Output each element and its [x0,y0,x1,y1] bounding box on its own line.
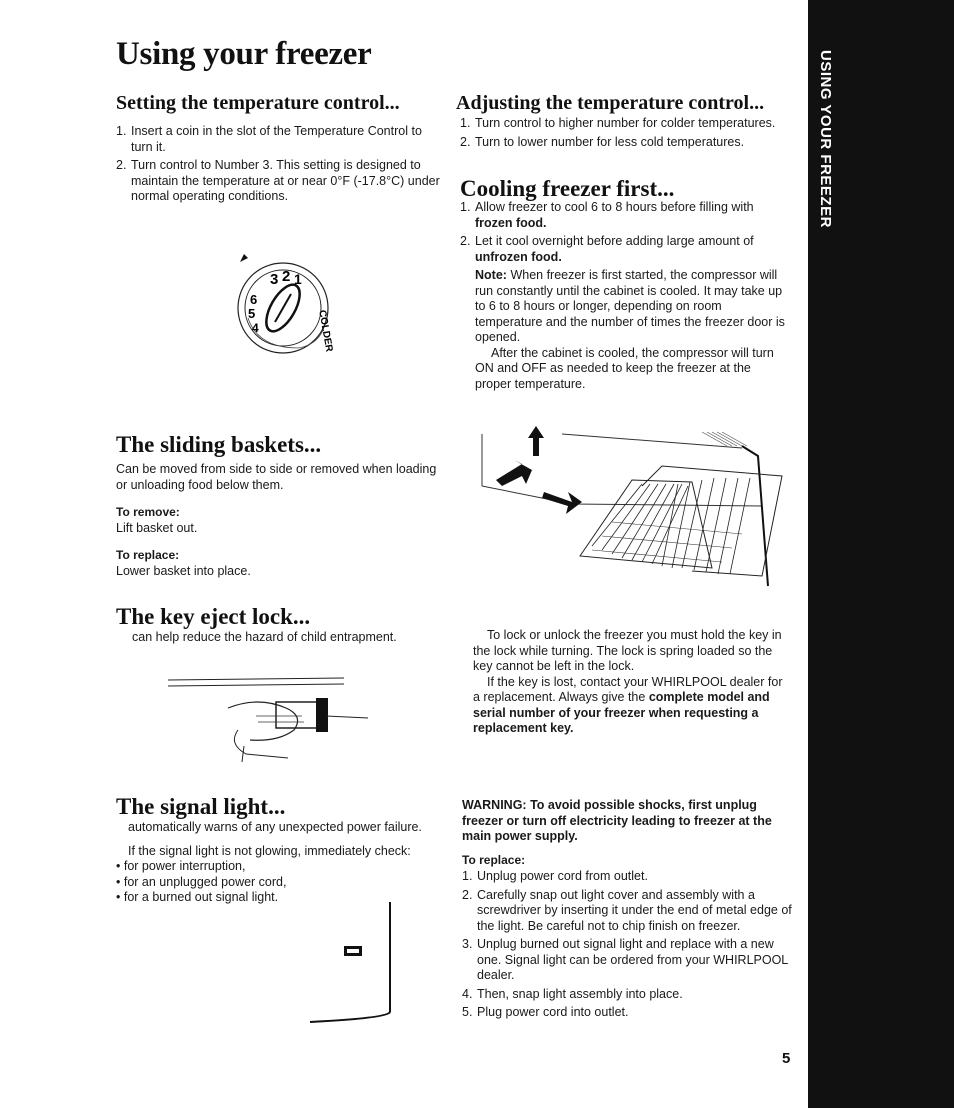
warning-text: WARNING: To avoid possible shocks, first unplug freezer or turn off electricity leading to freezer at the main power supply. [462,798,772,843]
list-item: 2. Let it cool overnight before adding large amount of unfrozen food. [460,234,754,264]
note-paragraph: Note: When freezer is first started, the compressor will run constantly until the cabinet is cooled. It may take up to 6 to 8 hours or longer, depending on room temperature and the number of times the freezer door is opened. [475,268,785,344]
page-title: Using your freezer [116,36,372,72]
list-item: 5. Plug power cord into outlet. [462,1005,629,1019]
baskets-heading: The sliding baskets... [116,432,322,457]
signal-light-illustration [300,902,400,1026]
list-item: 4. Then, snap light assembly into place. [462,986,683,1001]
list-item: 1. Allow freezer to cool 6 to 8 hours before filling with frozen food. [460,200,754,230]
cooling-section [460,200,790,392]
dial-colder-label: COLDER [316,309,335,353]
keylock-paragraph: To lock or unlock the freezer you must hold the key in the lock while turning. The lock is spring loaded so the key cannot be left in the lock. [473,628,782,673]
list-item: 1. Turn control to higher number for colder temperatures. [460,116,776,130]
signal-heading: The signal light... [116,794,286,819]
dial-digit: 5 [248,306,256,321]
dial-digit: 1 [294,271,302,287]
cooling-heading: Cooling freezer first... [460,176,675,201]
list-item: 2. Turn control to Number 3. This setting is designed to maintain the temperature at or near 0°F (-17.8°C) under normal operating conditions. [116,158,440,203]
keylock-paragraph: If the key is lost, contact your WHIRLPOOL dealer for a replacement. Always give the complete model and serial number of your freezer when requesting a replacement key. [473,674,783,735]
setting-list [116,124,446,208]
dial-digit: 3 [270,271,279,288]
signal-replace-label: To replace: [462,852,526,867]
signal-replace-steps [462,869,796,1021]
keylock-heading: The key eject lock... [116,604,311,629]
after-paragraph: After the cabinet is cooled, the compressor will turn ON and OFF as needed to keep the freezer at the proper temperature. [475,345,774,391]
remove-label: To remove: [116,505,180,519]
list-item: 3. Unplug burned out signal light and replace with a new one. Signal light can be ordered from your WHIRLPOOL dealer. [462,937,788,982]
keylock-right-text [473,628,787,737]
freezer-baskets-illustration [462,426,792,586]
dial-digit: 6 [250,292,258,307]
list-item: 2. Turn to lower number for less cold temperatures. [460,134,745,149]
replace-label: To replace: [116,548,180,562]
list-item: • for an unplugged power cord, [116,874,287,889]
dial-digit: 4 [252,321,259,335]
page-number: 5 [782,1050,791,1067]
list-item: 1. Unplug power cord from outlet. [462,869,648,883]
adjusting-heading: Adjusting the temperature control... [456,92,765,114]
baskets-section [116,462,448,579]
key-lock-illustration [168,672,374,772]
list-item: • for a burned out signal light. [116,890,279,904]
replace-text: Lower basket into place. [116,563,251,578]
dial-digit: 2 [282,268,291,285]
list-item: • for power interruption, [116,859,246,873]
list-item: 2. Carefully snap out light cover and assembly with a screwdriver by inserting it under the end of metal edge of the light. Be careful not to chip finish on freezer. [462,887,792,933]
temperature-dial-illustration [228,248,338,360]
setting-heading: Setting the temperature control... [116,92,400,114]
keylock-intro: can help reduce the hazard of child entrapment. [132,630,397,644]
list-item: 1. Insert a coin in the slot of the Temperature Control to turn it. [116,124,422,154]
signal-right-text [462,798,796,1024]
signal-left-text [116,820,444,906]
remove-text: Lift basket out. [116,520,198,535]
side-tab-label: USING YOUR FREEZER [817,50,834,228]
baskets-intro: Can be moved from side to side or removed when loading or unloading food below them. [116,462,437,492]
adjusting-list [460,116,790,153]
signal-check-intro: If the signal light is not glowing, immediately check: [128,843,411,858]
signal-intro: automatically warns of any unexpected power failure. [128,820,422,834]
